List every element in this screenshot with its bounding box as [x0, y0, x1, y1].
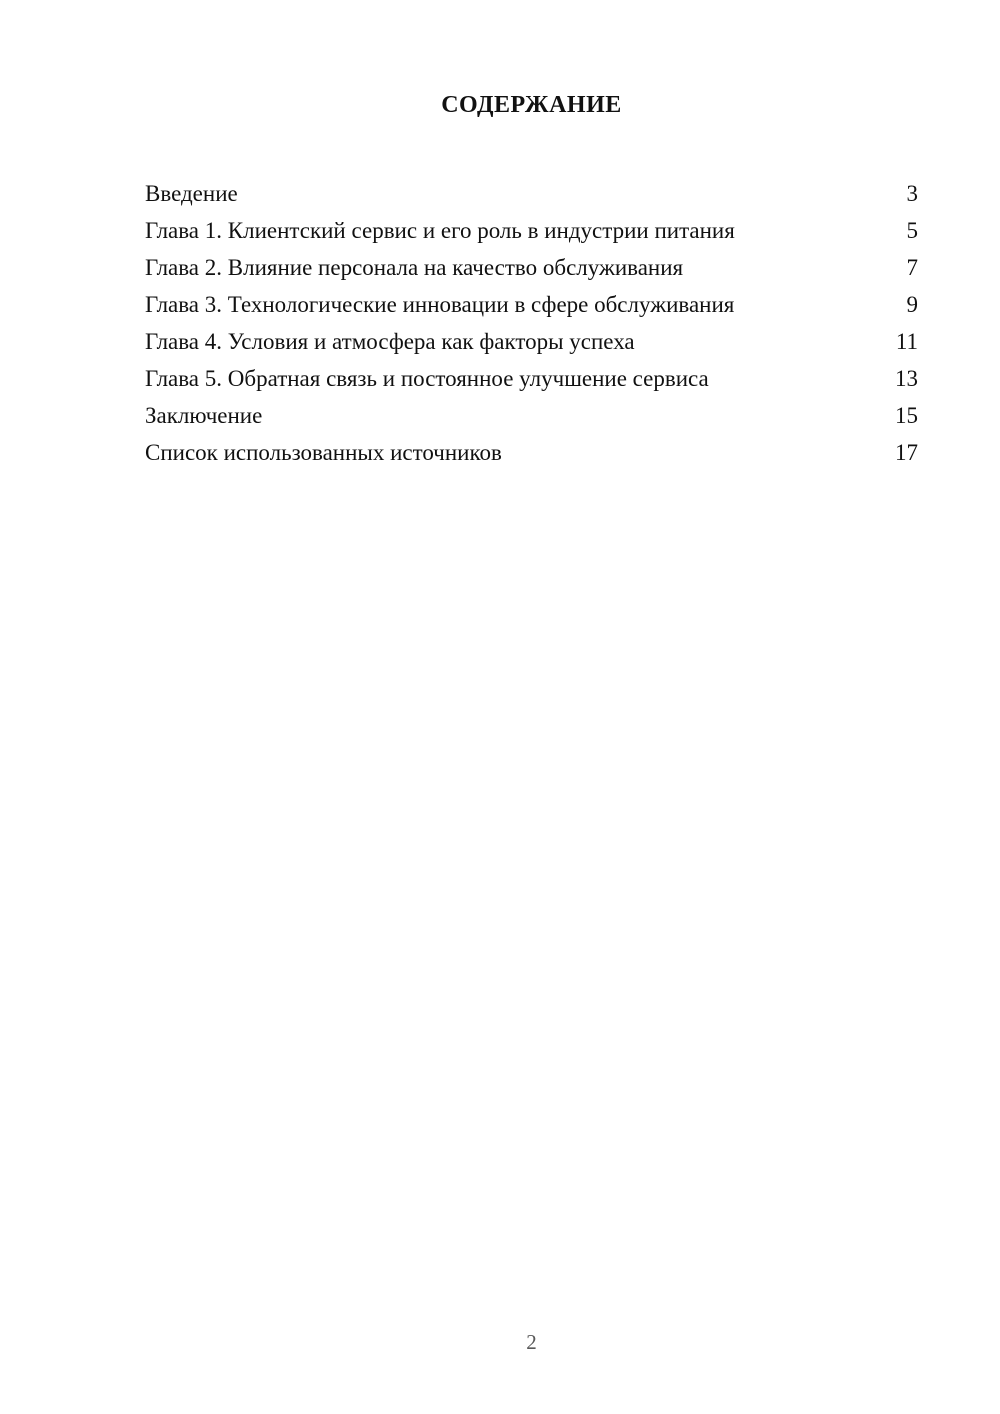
toc-entry-label: Глава 4. Условия и атмосфера как факторы успеха — [145, 329, 635, 354]
toc-list — [145, 175, 918, 471]
toc-entry-page-number: 5 — [906, 218, 918, 243]
toc-entry-label: Глава 3. Технологические инновации в сфере обслуживания — [145, 292, 735, 317]
page-content — [145, 0, 918, 471]
toc-entry-page-number: 7 — [906, 255, 918, 280]
toc-entry-label: Глава 1. Клиентский сервис и его роль в индустрии питания — [145, 218, 735, 243]
toc-entry-label: Введение — [145, 181, 238, 206]
toc-entry — [145, 249, 918, 286]
toc-entry-label: Заключение — [145, 403, 263, 428]
toc-entry-label: Глава 2. Влияние персонала на качество обслуживания — [145, 255, 684, 280]
footer-page-number: 2 — [526, 1330, 537, 1354]
toc-entry — [145, 286, 918, 323]
toc-entry-page-number: 15 — [895, 403, 918, 428]
toc-entry-page-number: 17 — [895, 440, 918, 465]
toc-entry — [145, 175, 918, 212]
toc-entry — [145, 323, 918, 360]
toc-entry-page-number: 9 — [906, 292, 918, 317]
toc-entry — [145, 434, 918, 471]
toc-entry-page-number: 3 — [906, 181, 918, 206]
toc-entry-label: Список использованных источников — [145, 440, 502, 465]
toc-entry — [145, 360, 918, 397]
page-title: СОДЕРЖАНИЕ — [441, 92, 622, 118]
toc-entry-label: Глава 5. Обратная связь и постоянное улучшение сервиса — [145, 366, 709, 391]
toc-entry — [145, 397, 918, 434]
toc-entry-page-number: 11 — [895, 329, 918, 354]
toc-entry — [145, 212, 918, 249]
toc-entry-page-number: 13 — [895, 366, 918, 391]
